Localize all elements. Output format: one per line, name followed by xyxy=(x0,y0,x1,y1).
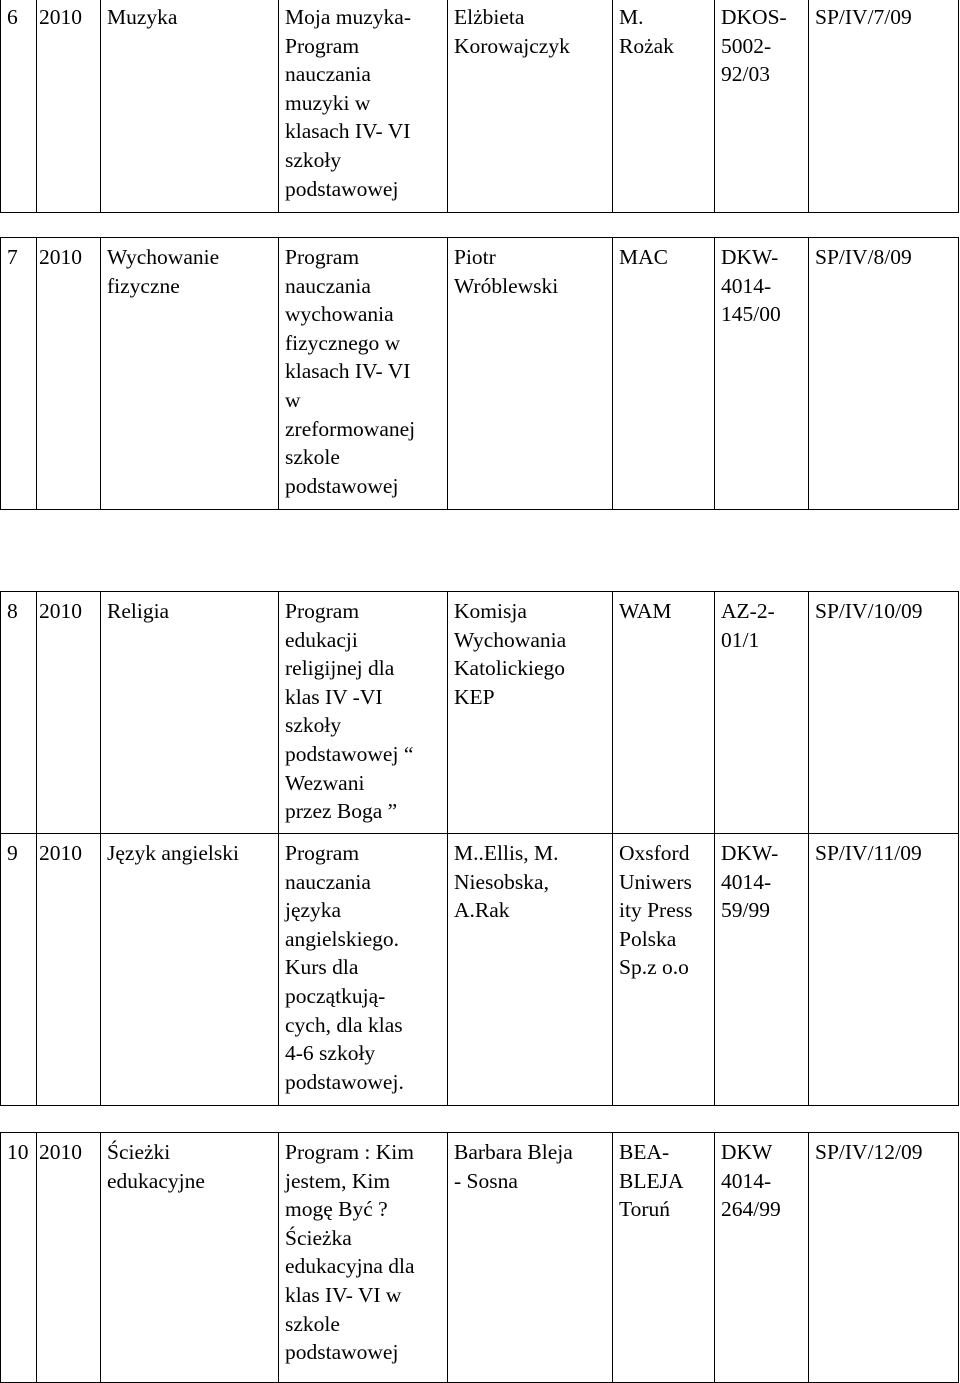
program-name xyxy=(279,1133,448,1383)
publisher xyxy=(613,592,715,834)
table-row xyxy=(1,238,959,510)
author xyxy=(448,1133,613,1383)
subject xyxy=(101,1133,279,1383)
program-name-text: Program : Kim jestem, Kim mogę Być ? Ścieżka edukacyjna dla klas IV- VI w szkole podstawowej xyxy=(285,1140,415,1365)
author xyxy=(448,834,613,1106)
publisher xyxy=(613,834,715,1106)
subject xyxy=(101,238,279,510)
row-number xyxy=(1,0,37,213)
school-year xyxy=(37,1133,101,1383)
publisher xyxy=(613,1133,715,1383)
row-number xyxy=(1,238,37,510)
author xyxy=(448,592,613,834)
row-number xyxy=(1,592,37,834)
program-code xyxy=(809,0,959,213)
program-name xyxy=(279,0,448,213)
author-text: Barbara Bleja - Sosna xyxy=(454,1140,573,1193)
program-table-4 xyxy=(0,1132,959,1383)
publisher-text: M. Rożak xyxy=(619,5,674,58)
program-code xyxy=(809,592,959,834)
subject xyxy=(101,834,279,1106)
school-year-text: 2010 xyxy=(39,245,82,269)
author-text: Elżbieta Korowajczyk xyxy=(454,5,570,58)
publisher-text: BEA- BLEJA Toruń xyxy=(619,1140,684,1222)
school-year xyxy=(37,0,101,213)
row-number-text: 7 xyxy=(7,245,18,269)
subject-text: Ścieżki edukacyjne xyxy=(107,1140,205,1193)
program-code xyxy=(809,1133,959,1383)
approval-number-text: AZ-2- 01/1 xyxy=(721,599,775,652)
subject xyxy=(101,592,279,834)
subject-text: Język angielski xyxy=(107,841,239,865)
approval-number xyxy=(715,834,809,1106)
program-code xyxy=(809,834,959,1106)
approval-number xyxy=(715,238,809,510)
row-number-text: 6 xyxy=(7,5,18,29)
subject-text: Muzyka xyxy=(107,5,178,29)
table-row xyxy=(1,1133,959,1383)
program-name xyxy=(279,834,448,1106)
program-code-text: SP/IV/11/09 xyxy=(815,841,922,865)
author-text: Piotr Wróblewski xyxy=(454,245,559,298)
approval-number-text: DKW 4014- 264/99 xyxy=(721,1140,781,1222)
subject xyxy=(101,0,279,213)
row-number xyxy=(1,834,37,1106)
program-code-text: SP/IV/8/09 xyxy=(815,245,912,269)
program-table-3 xyxy=(0,591,959,1106)
school-year-text: 2010 xyxy=(39,5,82,29)
program-name-text: Program edukacji religijnej dla klas IV -VI szkoły podstawowej “ Wezwani przez Boga ” xyxy=(285,599,414,824)
author-text: Komisja Wychowania Katolickiego KEP xyxy=(454,599,567,709)
table-row xyxy=(1,0,959,213)
subject-text: Wychowanie fizyczne xyxy=(107,245,220,298)
program-code xyxy=(809,238,959,510)
row-number-text: 9 xyxy=(7,841,18,865)
school-year xyxy=(37,238,101,510)
subject-text: Religia xyxy=(107,599,170,623)
program-code-text: SP/IV/12/09 xyxy=(815,1140,923,1164)
author-text: M..Ellis, M. Niesobska, A.Rak xyxy=(454,841,559,923)
program-name-text: Program nauczania wychowania fizycznego w klasach IV- VI w zreformowanej szkole podstawowej xyxy=(285,245,416,498)
program-code-text: SP/IV/7/09 xyxy=(815,5,912,29)
publisher-text: MAC xyxy=(619,245,668,269)
publisher xyxy=(613,0,715,213)
school-year-text: 2010 xyxy=(39,841,82,865)
program-code-text: SP/IV/10/09 xyxy=(815,599,923,623)
publisher-text: WAM xyxy=(619,599,672,623)
approval-number xyxy=(715,0,809,213)
school-year xyxy=(37,592,101,834)
approval-number xyxy=(715,1133,809,1383)
program-name xyxy=(279,238,448,510)
approval-number-text: DKOS- 5002- 92/03 xyxy=(721,5,787,87)
row-number xyxy=(1,1133,37,1383)
table-row xyxy=(1,592,959,834)
approval-number xyxy=(715,592,809,834)
row-number-text: 10 xyxy=(7,1140,29,1164)
table-row xyxy=(1,834,959,1106)
approval-number-text: DKW- 4014- 145/00 xyxy=(721,245,781,327)
school-year-text: 2010 xyxy=(39,599,82,623)
publisher-text: Oxsford Uniwers ity Press Polska Sp.z o.o xyxy=(619,841,693,980)
program-name-text: Program nauczania języka angielskiego. Kurs dla początkują- cych, dla klas 4-6 szkoły podstawowej. xyxy=(285,841,404,1094)
author xyxy=(448,0,613,213)
program-table-2 xyxy=(0,237,959,510)
author xyxy=(448,238,613,510)
publisher xyxy=(613,238,715,510)
school-year xyxy=(37,834,101,1106)
program-table-1 xyxy=(0,0,959,213)
program-name-text: Moja muzyka- Program nauczania muzyki w klasach IV- VI szkoły podstawowej xyxy=(285,5,411,201)
school-year-text: 2010 xyxy=(39,1140,82,1164)
approval-number-text: DKW- 4014- 59/99 xyxy=(721,841,779,923)
row-number-text: 8 xyxy=(7,599,18,623)
program-name xyxy=(279,592,448,834)
